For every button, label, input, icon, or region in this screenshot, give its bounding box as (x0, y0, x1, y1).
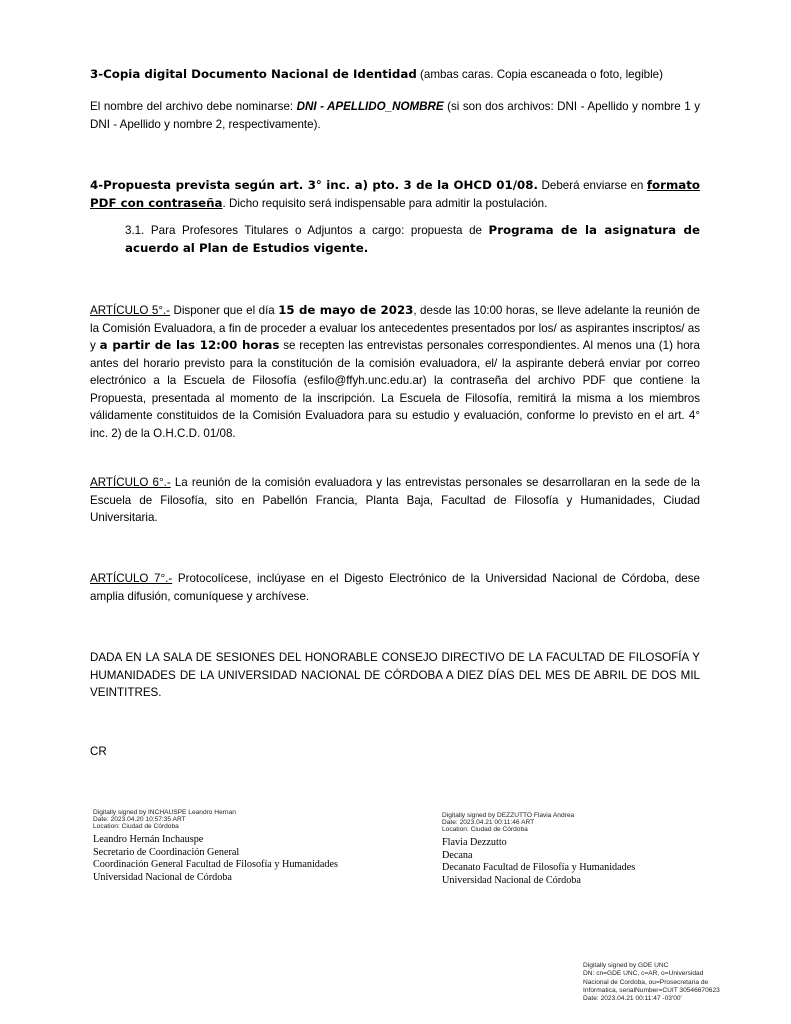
signature-left-university: Universidad Nacional de Córdoba (93, 871, 232, 883)
gde-line-3: Nacional de Cordoba, ou=Prosecretaria de (583, 978, 709, 986)
article-6-label: ARTÍCULO 6°.- (90, 476, 171, 489)
signature-left-name: Leandro Hernán Inchauspe (93, 834, 204, 845)
item-3-note: (ambas caras. Copia escaneada o foto, legible) (416, 68, 663, 81)
signature-left-date: Date: 2023.04.20 10:57:35 ART (93, 816, 186, 823)
article-5-paragraph (90, 302, 700, 442)
naming-format: DNI - APELLIDO_NOMBRE (296, 100, 444, 113)
gde-line-1: Digitally signed by GDE UNC (583, 962, 669, 969)
article-5-label: ARTÍCULO 5°.- (90, 304, 171, 317)
signature-right-name: Flavia Dezzutto (442, 837, 507, 848)
signature-right-location: Location: Ciudad de Córdoba (442, 826, 528, 833)
item-3-paragraph (90, 66, 700, 84)
signature-left-role: Secretario de Coordinación General (93, 846, 240, 858)
item-4-heading: 4-Propuesta prevista según art. 3° inc. a) pto. 3 de la OHCD 01/08. (90, 178, 538, 192)
item-3-1-paragraph (125, 222, 700, 257)
signature-right-office: Decanato Facultad de Filosofía y Humanidades (442, 862, 636, 873)
article-5-text-2: , desde las 10:00 horas, se lleve adelante la reunión de la Comisión Evaluadora, a fin de proceder a evaluar los antecedentes presentados por los/ as aspirantes inscriptos/ as y (90, 304, 700, 352)
signature-left-digital-meta (93, 809, 393, 830)
meeting-date: 15 de mayo de 2023 (278, 303, 414, 317)
article-7-text: Protocolícese, inclúyase en el Digesto Electrónico de la Universidad Nacional de Córdoba, dese amplia difusión, comuníquese y archívese. (90, 572, 700, 603)
article-5-text-3: se recepten las entrevistas personales correspondientes. Al menos una (1) hora antes del horario previsto para la constitución de la comisión evaluadora, el/ la aspirante deberá enviar por correo electrónico a la Escuela de Filosofía (esfilo@ffyh.unc.edu.ar) la contraseña del archivo PDF que contiene la Propuesta, presentada al momento de la inscripción. La Escuela de Filosofía, remitirá la misma a los miembros válidamente constituidos de la Comisión Evaluadora para su estudio y evaluación, conforme lo previsto en el art. 4° inc. 2) de la O.H.C.D. 01/08. (90, 339, 700, 440)
signature-left-signed-by: Digitally signed by INCHAUSPE Leandro Hernan (93, 809, 236, 816)
item-4-text-2: . Dicho requisito será indispensable para admitir la postulación. (222, 196, 548, 210)
item-3-1-text: 3.1. Para Profesores Titulares o Adjuntos a cargo: propuesta de (125, 224, 489, 237)
signature-left-location: Location: Ciudad de Córdoba (93, 823, 179, 830)
interview-time: a partir de las 12:00 horas (99, 338, 280, 352)
gde-line-2: DN: cn=GDE UNC, c=AR, o=Universidad (583, 970, 704, 978)
naming-suffix: (si son dos archivos: DNI - Apellido y nombre 1 y DNI - Apellido y nombre 2, respectivamente). (90, 100, 700, 131)
signature-right-signed-by: Digitally signed by DEZZUTTO Flavia Andrea (442, 812, 575, 819)
item-4-paragraph (90, 177, 700, 212)
signature-right-date: Date: 2023.04.21 00:11:46 ART (442, 819, 535, 826)
signature-right (442, 812, 742, 887)
signature-left (93, 809, 393, 884)
article-6-paragraph (90, 474, 700, 527)
article-5-text-1: Disponer que el día (170, 304, 279, 317)
program-requirement: Programa de la asignatura de acuerdo al Plan de Estudios vigente. (125, 223, 700, 255)
article-7-paragraph (90, 570, 700, 605)
gde-line-4: Informatica, serialNumber=CUIT 30546670623 (583, 986, 720, 994)
naming-prefix: El nombre del archivo debe nominarse: (90, 100, 297, 113)
signature-right-role: Decana (442, 849, 473, 861)
signature-left-office: Coordinación General Facultad de Filosofía y Humanidades (93, 859, 339, 870)
gde-digital-signature-stamp (583, 962, 783, 1003)
article-7-label: ARTÍCULO 7°.- (90, 572, 173, 585)
article-6-text: La reunión de la comisión evaluadora y las entrevistas personales se desarrollaran en la sede de la Escuela de Filosofía, sito en Pabellón Francia, Planta Baja, Facultad de Filosofía y Humanidades, Ciudad Universitaria. (90, 476, 700, 524)
item-3-heading: 3-Copia digital Documento Nacional de Identidad (90, 67, 417, 81)
signature-right-university: Universidad Nacional de Córdoba (442, 874, 581, 886)
closing-paragraph: DADA EN LA SALA DE SESIONES DEL HONORABLE CONSEJO DIRECTIVO DE LA FACULTAD DE FILOSOFÍA Y HUMANIDADES DE LA UNIVERSIDAD NACIONAL DE CÓRDOBA A DIEZ DÍAS DEL MES DE ABRIL DE DOS MIL VEINTITRES. (90, 651, 700, 699)
file-naming-paragraph (90, 98, 700, 133)
gde-line-5: Date: 2023.04.21 00:11:47 -03'00' (583, 995, 682, 1003)
item-4-text-1: Deberá enviarse en (537, 179, 647, 192)
pdf-format-label: formato PDF con contraseña (90, 178, 700, 210)
initials: CR (90, 745, 107, 758)
signature-right-digital-meta (442, 812, 742, 833)
